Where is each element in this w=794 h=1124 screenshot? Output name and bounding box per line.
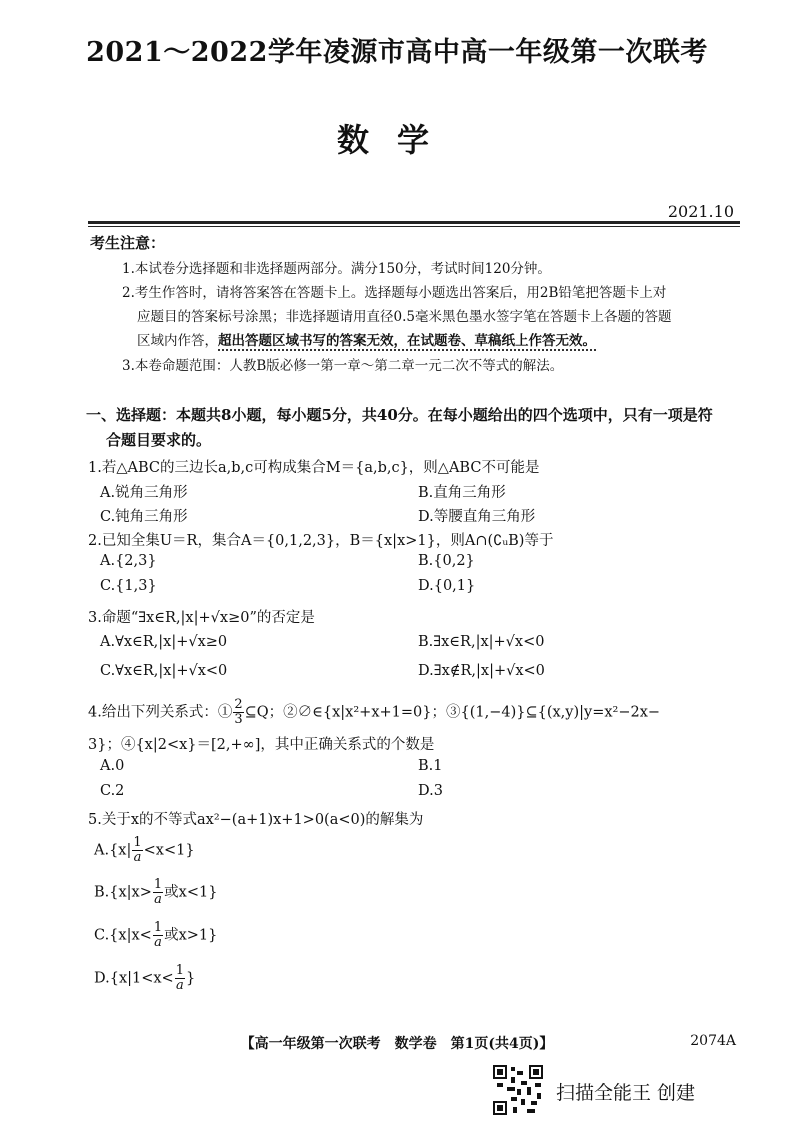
question-2-option-b: B.{0,2} <box>418 553 475 569</box>
option-a-fraction <box>132 836 142 865</box>
option-d-fraction <box>175 964 185 993</box>
question-3-option-d: D.∃x∉R,|x|+√x<0 <box>418 663 545 679</box>
fraction-denominator: a <box>154 935 162 950</box>
question-3-option-c: C.∀x∈R,|x|+√x<0 <box>100 663 228 679</box>
option-d-pre: D.{x|1<x< <box>94 970 174 987</box>
option-d-post: } <box>186 970 196 987</box>
notice-item-2-line-1: 2.考生作答时，请将答案答在答题卡上。选择题每小题选出答案后，用2B铅笔把答题卡上对 <box>122 285 667 301</box>
question-5-option-c <box>94 921 217 950</box>
question-4-option-d: D.3 <box>418 783 443 799</box>
notice-item-2-emphasis: 超出答题区域书写的答案无效，在试题卷、草稿纸上作答无效。 <box>218 333 596 349</box>
header-rule-thin <box>88 226 740 227</box>
fraction-denominator: a <box>175 978 184 993</box>
question-4-fraction <box>233 698 243 727</box>
exam-subject: 数学 <box>336 121 457 159</box>
question-5-option-d <box>94 964 195 993</box>
question-4-option-b: B.1 <box>418 758 443 774</box>
fraction-denominator: a <box>133 850 142 865</box>
qr-code-icon <box>493 1065 543 1115</box>
notice-item-2-plain: 区域内作答， <box>137 333 218 349</box>
option-a-post: <x<1} <box>143 842 195 859</box>
fraction-numerator: 1 <box>175 963 184 978</box>
question-3-option-b: B.∃x∈R,|x|+√x<0 <box>418 634 545 650</box>
notice-item-2-line-2: 应题目的答案标号涂黑；非选择题请用直径0.5毫米黑色墨水签字笔在答题卡上各题的答题 <box>137 309 672 325</box>
question-4-option-a: A.0 <box>100 758 125 774</box>
question-1-stem: 1.若△ABC的三边长a,b,c可构成集合M＝{a,b,c}，则△ABC不可能是 <box>88 460 540 476</box>
fraction-denominator: 3 <box>234 712 243 727</box>
question-2-option-a: A.{2,3} <box>100 553 157 569</box>
question-4-stem-line-1 <box>88 698 660 727</box>
question-1-option-d: D.等腰直角三角形 <box>418 509 536 525</box>
question-2-stem: 2.已知全集U＝R，集合A＝{0,1,2,3}，B＝{x|x>1}，则A∩(∁ᵤB)等于 <box>88 533 554 549</box>
option-a-pre: A.{x| <box>94 842 132 859</box>
exam-code: 2074A <box>690 1033 736 1049</box>
question-1-option-c: C.钝角三角形 <box>100 509 188 525</box>
section-line-2: 合题目要求的。 <box>106 431 212 449</box>
section-line-1: 一、选择题：本题共8小题，每小题5分，共40分。在每小题给出的四个选项中，只有一项是符 <box>86 406 713 424</box>
option-c-post: 或x>1} <box>164 927 218 944</box>
option-b-post: 或x<1} <box>164 884 218 901</box>
option-c-fraction <box>153 921 163 950</box>
notice-item-3: 3.本卷命题范围：人教B版必修一第一章～第二章一元二次不等式的解法。 <box>122 358 564 374</box>
question-4-stem-line-2: 3}；④{x|2<x}＝[2,+∞]，其中正确关系式的个数是 <box>88 737 435 753</box>
fraction-numerator: 1 <box>133 835 142 850</box>
section-heading <box>86 403 746 453</box>
fraction-numerator: 1 <box>153 920 163 935</box>
question-4-option-c: C.2 <box>100 783 125 799</box>
question-4-stem-post: ⊆Q；②∅∈{x|x²+x+1=0}；③{(1,−4)}⊆{(x,y)|y=x²−2x− <box>244 704 661 721</box>
exam-date: 2021.10 <box>667 202 734 221</box>
fraction-denominator: a <box>154 892 162 907</box>
question-3-stem: 3.命题“∃x∈R,|x|+√x≥0”的否定是 <box>88 610 315 626</box>
question-2-option-c: C.{1,3} <box>100 578 157 594</box>
question-1-option-a: A.锐角三角形 <box>100 485 188 501</box>
exam-title: 2021～2022学年凌源市高中高一年级第一次联考 <box>86 37 708 68</box>
question-1-option-b: B.直角三角形 <box>418 485 506 501</box>
fraction-numerator: 1 <box>153 877 163 892</box>
option-b-fraction <box>153 878 163 907</box>
question-4-stem-pre: 4.给出下列关系式：① <box>88 704 233 721</box>
notice-item-2-line-3 <box>137 328 596 354</box>
notice-heading: 考生注意： <box>90 234 166 252</box>
fraction-numerator: 2 <box>234 697 243 712</box>
question-5-option-a <box>94 836 195 865</box>
option-b-pre: B.{x|x> <box>94 884 152 901</box>
notice-item-1: 1.本试卷分选择题和非选择题两部分。满分150分，考试时间120分钟。 <box>122 261 551 277</box>
question-2-option-d: D.{0,1} <box>418 578 476 594</box>
page-footer: 【高一年级第一次联考 数学卷 第1页(共4页)】 <box>240 1036 554 1052</box>
scanner-watermark: 扫描全能王 创建 <box>556 1082 696 1104</box>
option-c-pre: C.{x|x< <box>94 927 152 944</box>
question-5-stem: 5.关于x的不等式ax²−(a+1)x+1>0(a<0)的解集为 <box>88 812 424 828</box>
question-5-option-b <box>94 878 217 907</box>
header-rule <box>88 221 740 224</box>
question-3-option-a: A.∀x∈R,|x|+√x≥0 <box>100 634 228 650</box>
